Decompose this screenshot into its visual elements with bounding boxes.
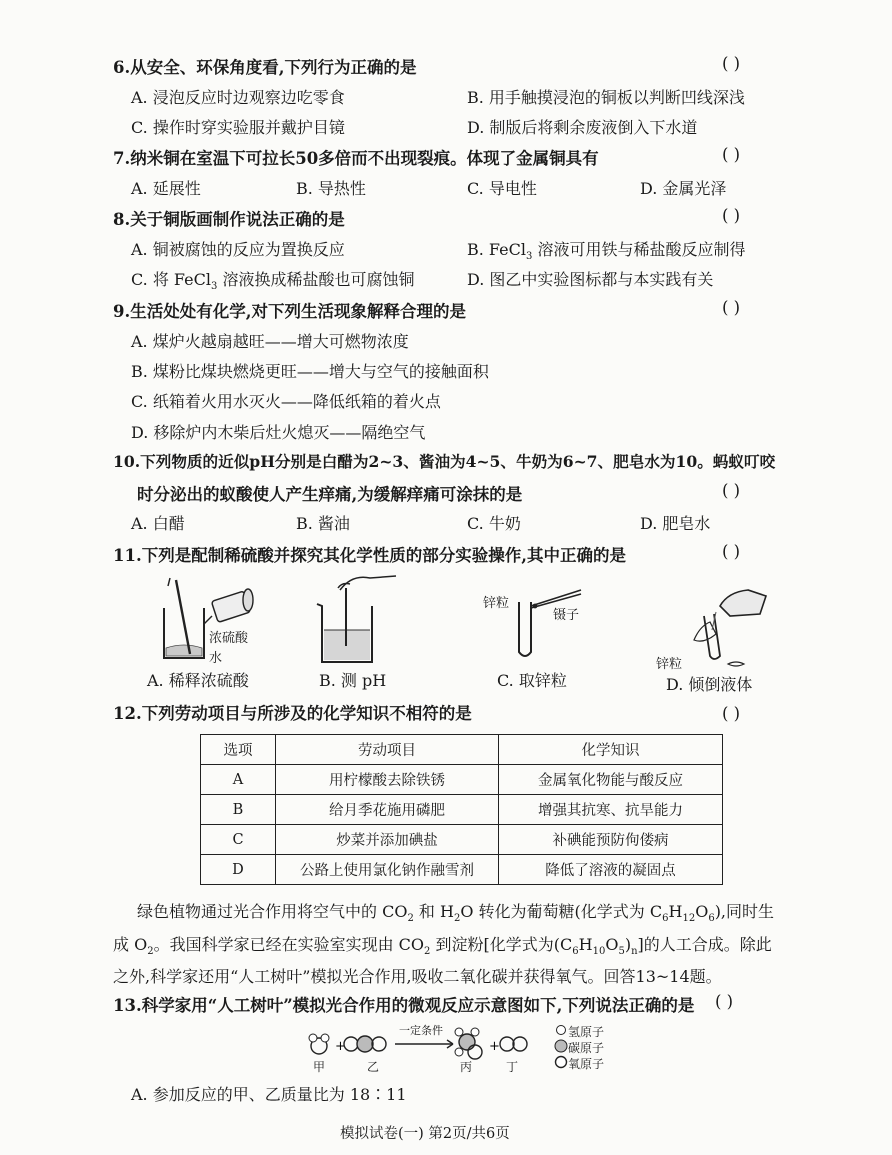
q10-option-d: D. 肥皂水 (640, 514, 711, 533)
q9-option-c: C. 纸箱着火用水灭火——降低纸箱的着火点 (131, 392, 441, 411)
table-cell: 炒菜并添加碘盐 (276, 825, 499, 855)
q8-option-c: C. 将 FeCl$_3$ 溶液换成稀盐酸也可腐蚀铜 (131, 270, 415, 293)
table-cell: 补碘能预防佝偻病 (499, 825, 723, 855)
q10-option-b: B. 酱油 (296, 514, 350, 533)
table-row (201, 795, 723, 825)
q6-option-a: A. 浸泡反应时边观察边吃零食 (131, 88, 345, 107)
table-cell: D (201, 855, 276, 885)
table-header-cell: 劳动项目 (276, 735, 499, 765)
svg-text:+: + (335, 1039, 346, 1054)
table-header-cell: 选项 (201, 735, 276, 765)
q13-answer-paren: ( ) (715, 992, 734, 1011)
label-jia: 甲 (313, 1060, 326, 1074)
q13-option-a: A. 参加反应的甲、乙质量比为 18∶11 (131, 1085, 407, 1104)
q6-option-b: B. 用手触摸浸泡的铜板以判断凹线深浅 (467, 88, 745, 107)
q7-option-d: D. 金属光泽 (640, 179, 727, 198)
q8-stem: 8.关于铜版画制作说法正确的是 (113, 210, 345, 229)
legend-hydrogen: 氢原子 (568, 1025, 605, 1039)
legend-carbon: 碳原子 (568, 1041, 605, 1055)
table-cell: 金属氧化物能与酸反应 (499, 765, 723, 795)
q9-option-d: D. 移除炉内木柴后灶火熄灭——隔绝空气 (131, 423, 426, 442)
q7-option-c: C. 导电性 (467, 179, 537, 198)
q13-stem: 13.科学家用“人工树叶”模拟光合作用的微观反应示意图如下,下列说法正确的是 (113, 996, 695, 1015)
q9-option-b: B. 煤粉比煤块燃烧更旺——增大与空气的接触面积 (131, 362, 489, 381)
label-conc-sulfuric-acid: 浓硫酸 (209, 631, 249, 646)
q6-option-d: D. 制版后将剩余废液倒入下水道 (467, 118, 698, 137)
table-cell: 降低了溶液的凝固点 (499, 855, 723, 885)
label-water: 水 (209, 651, 223, 666)
q6-stem: 6.从安全、环保角度看,下列行为正确的是 (113, 58, 417, 77)
table-row (201, 825, 723, 855)
legend-oxygen: 氧原子 (568, 1057, 605, 1071)
table-cell: A (201, 765, 276, 795)
passage-line1: 绿色植物通过光合作用将空气中的 $CO_2$ 和 $H_2O$ 转化为葡萄糖(化学式为 $C_6H_{12}O_6$),同时生 (137, 902, 775, 925)
q8-answer-paren: ( ) (722, 206, 741, 225)
table-cell: C (201, 825, 276, 855)
table-cell: B (201, 795, 276, 825)
label-yi: 乙 (367, 1060, 380, 1074)
table-cell: 增强其抗寒、抗旱能力 (499, 795, 723, 825)
q7-answer-paren: ( ) (722, 145, 741, 164)
table-row (201, 765, 723, 795)
table-cell: 给月季花施用磷肥 (276, 795, 499, 825)
passage-line3: 之外,科学家还用“人工树叶”模拟光合作用,吸收二氧化碳并获得氧气。回答13~14题。 (113, 967, 722, 986)
q9-option-a: A. 煤炉火越扇越旺——增大可燃物浓度 (131, 332, 409, 351)
q6-answer-paren: ( ) (722, 54, 741, 73)
table-cell: 公路上使用氯化钠作融雪剂 (276, 855, 499, 885)
page-footer: 模拟试卷(一) 第2页/共6页 (340, 1126, 510, 1142)
labor-knowledge-table (200, 734, 723, 885)
q11-option-a: A. 稀释浓硫酸 (147, 671, 249, 690)
svg-text:+: + (489, 1039, 500, 1054)
label-zinc-granule: 锌粒 (483, 596, 510, 611)
q7-option-a: A. 延展性 (131, 179, 201, 198)
label-zinc-granule-d: 锌粒 (656, 657, 683, 672)
q9-answer-paren: ( ) (722, 298, 741, 317)
ph-test-illustration (312, 568, 404, 666)
q11-answer-paren: ( ) (722, 542, 741, 561)
label-tweezers: 镊子 (553, 608, 580, 623)
table-cell: 用柠檬酸去除铁锈 (276, 765, 499, 795)
q10-answer-paren: ( ) (722, 481, 741, 500)
q8-option-d: D. 图乙中实验图标都与本实践有关 (467, 270, 714, 289)
q6-option-c: C. 操作时穿实验服并戴护目镜 (131, 118, 345, 137)
q8-option-b: B. FeCl$_3$ 溶液可用铁与稀盐酸反应制得 (467, 240, 746, 263)
q7-option-b: B. 导热性 (296, 179, 366, 198)
q11-stem: 11.下列是配制稀硫酸并探究其化学性质的部分实验操作,其中正确的是 (113, 546, 626, 565)
q10-option-c: C. 牛奶 (467, 514, 521, 533)
q7-stem: 7.纳米铜在室温下可拉长50多倍而不出现裂痕。体现了金属铜具有 (113, 149, 599, 168)
take-zinc-illustration (505, 586, 585, 666)
q8-option-a: A. 铜被腐蚀的反应为置换反应 (131, 240, 345, 259)
q11-option-b: B. 测 pH (319, 671, 387, 690)
table-header-row (201, 735, 723, 765)
q10-option-a: A. 白醋 (131, 514, 185, 533)
q10-stem-line2: 时分泌出的蚁酸使人产生痒痛,为缓解痒痛可涂抹的是 (137, 485, 523, 504)
label-bing: 丙 (460, 1060, 473, 1074)
label-ding: 丁 (506, 1060, 519, 1074)
q12-answer-paren: ( ) (722, 704, 741, 723)
q11-option-c: C. 取锌粒 (497, 671, 567, 690)
dilute-acid-illustration (150, 572, 265, 664)
passage-line2: 成 $O_2$。我国科学家已经在实验室实现由 $CO_2$ 到淀粉[化学式为$(C_6H_{10}O_5)_n$]的人工合成。除此 (113, 935, 772, 958)
pour-liquid-illustration (670, 582, 775, 672)
reaction-condition-label: 一定条件 (399, 1024, 443, 1037)
q9-stem: 9.生活处处有化学,对下列生活现象解释合理的是 (113, 302, 466, 321)
q10-stem-line1: 10.下列物质的近似pH分别是白醋为2~3、酱油为4~5、牛奶为6~7、肥皂水为10。蚂蚁叮咬 (113, 452, 776, 471)
table-row (201, 855, 723, 885)
table-header-cell: 化学知识 (499, 735, 723, 765)
q12-stem: 12.下列劳动项目与所涉及的化学知识不相符的是 (113, 704, 472, 723)
q11-option-d: D. 倾倒液体 (666, 675, 753, 694)
